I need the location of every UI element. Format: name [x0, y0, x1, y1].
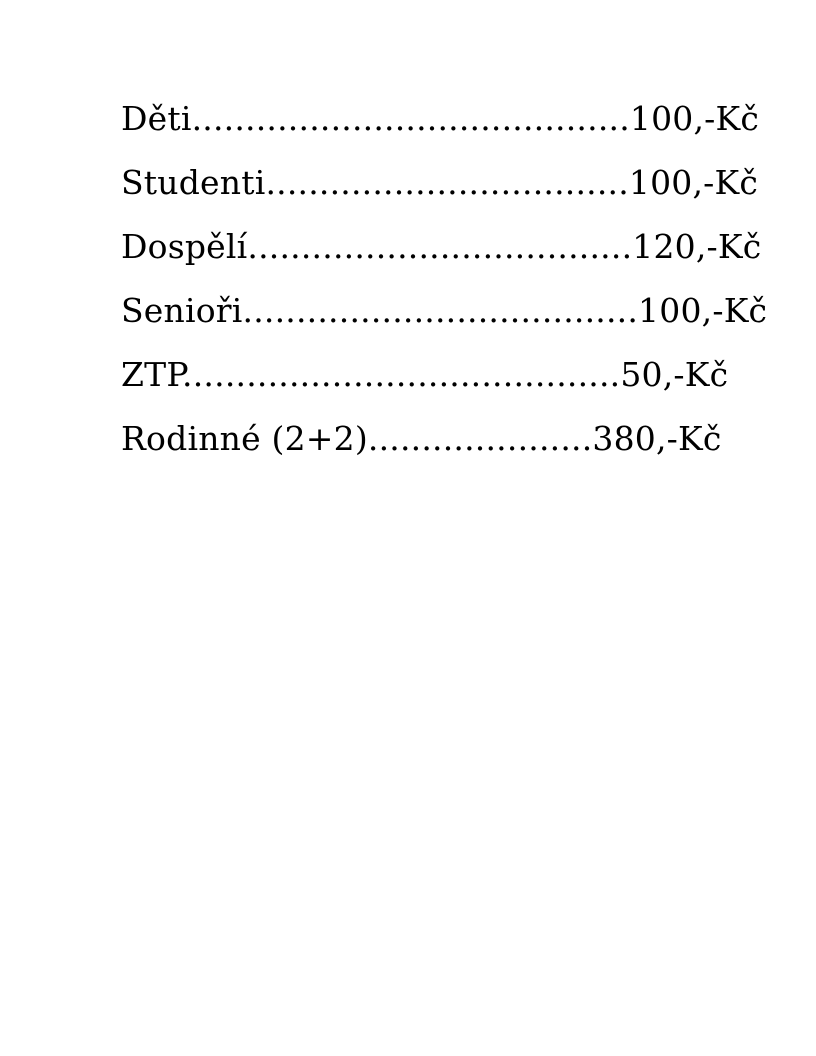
price-row-deti [121, 96, 760, 160]
price-row-text: Rodinné (2+2).....................380,-Kč [121, 419, 722, 458]
price-list [121, 96, 768, 480]
price-row-text: Děti.........................................100,-Kč [121, 99, 760, 138]
price-row-text: Senioři.....................................100,-Kč [121, 291, 768, 330]
price-row-studenti [121, 160, 759, 224]
price-row-ztp [121, 352, 729, 416]
price-row-dospeli [121, 224, 762, 288]
price-row-text: ZTP.........................................50,-Kč [121, 355, 729, 394]
price-row-text: Studenti..................................100,-Kč [121, 163, 759, 202]
price-row-text: Dospělí....................................120,-Kč [121, 227, 762, 266]
price-row-rodinne [121, 416, 722, 480]
price-row-seniori [121, 288, 768, 352]
